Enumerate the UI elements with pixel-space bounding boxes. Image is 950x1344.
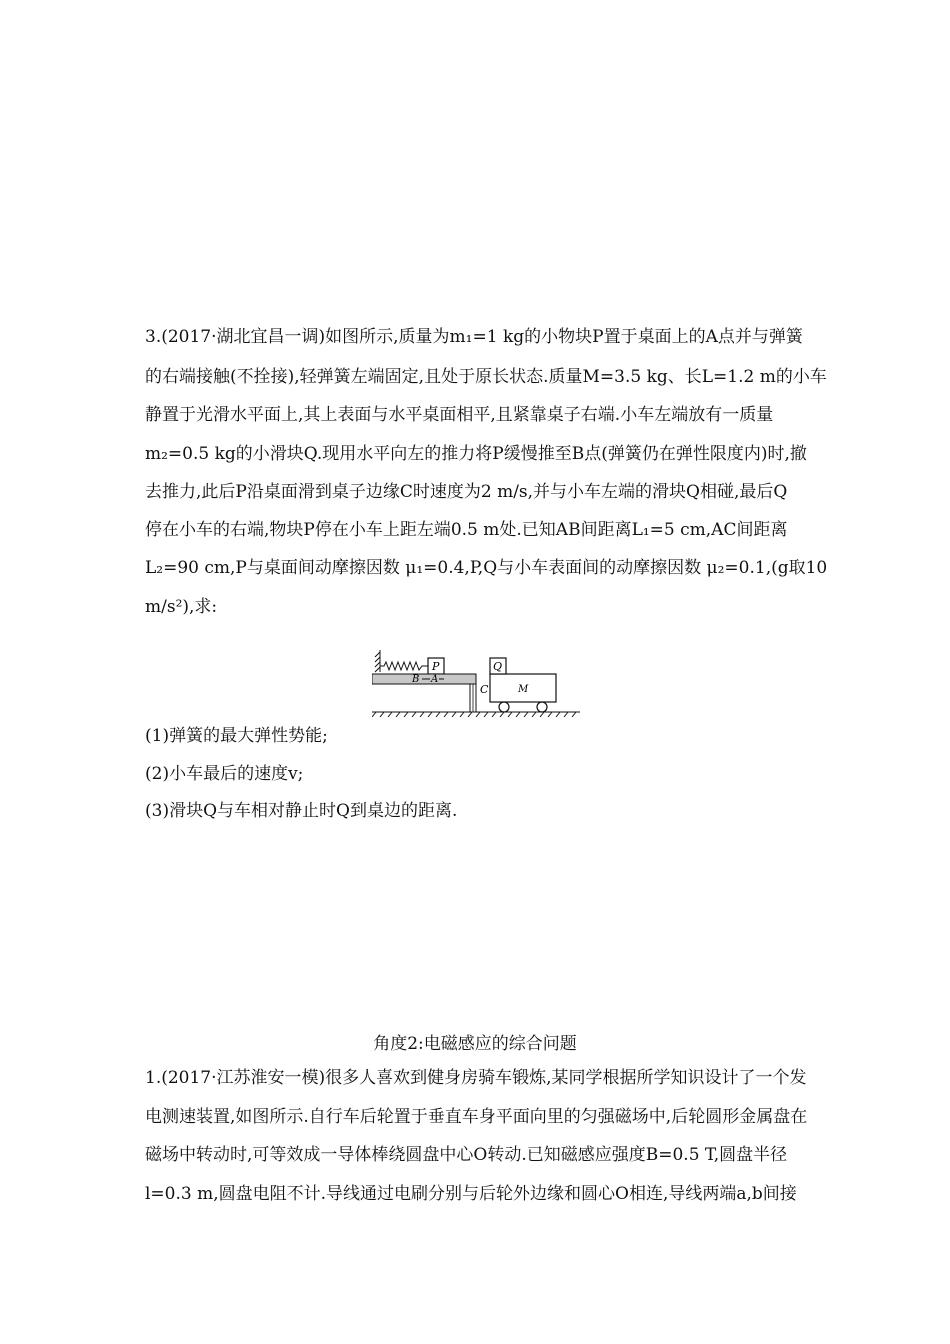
- label-a: A: [431, 674, 439, 685]
- problem3-line-2: 的右端接触(不拴接),轻弹簧左端固定,且处于原长状态.质量M=3.5 kg、长L=1.2 m的小车: [145, 367, 827, 387]
- label-q: Q: [493, 660, 503, 673]
- wall: [375, 650, 380, 672]
- problem3-line-1: 3.(2017·湖北宜昌一调)如图所示,质量为m₁=1 kg的小物块P置于桌面上的A点并与弹簧: [145, 327, 803, 347]
- problem1-line-4: l=0.3 m,圆盘电阻不计.导线通过电刷分别与后轮外边缘和圆心O相连,导线两端a,b间接: [145, 1184, 797, 1204]
- label-b: B: [412, 674, 420, 685]
- ground: [372, 712, 580, 717]
- wheel-right: [537, 702, 547, 712]
- question-2: (2)小车最后的速度v;: [145, 764, 304, 784]
- problem3-line-8: m/s²),求:: [145, 597, 218, 617]
- question-1: (1)弹簧的最大弹性势能;: [145, 726, 328, 746]
- problem3-line-7: L₂=90 cm,P与桌面间动摩擦因数 μ₁=0.4,P,Q与小车表面间的动摩擦因数 μ₂=0.1,(g取10: [145, 558, 828, 578]
- problem3-line-6: 停在小车的右端,物块P停在小车上距左端0.5 m处.已知AB间距离L₁=5 cm,AC间距离: [145, 520, 788, 540]
- problem3-line-5: 去推力,此后P沿桌面滑到桌子边缘C时速度为2 m/s,并与小车左端的滑块Q相碰,最后Q: [145, 482, 788, 502]
- problem3-line-3: 静置于光滑水平面上,其上表面与水平桌面相平,且紧靠桌子右端.小车左端放有一质量: [145, 405, 774, 425]
- label-c: C: [480, 683, 489, 696]
- spring: [380, 662, 428, 670]
- problem1-line-1: 1.(2017·江苏淮安一模)很多人喜欢到健身房骑车锻炼,某同学根据所学知识设计了一个发: [145, 1068, 807, 1088]
- section-title: 角度2:电磁感应的综合问题: [373, 1034, 577, 1054]
- spring-cart-diagram: [372, 648, 580, 720]
- label-m: M: [518, 684, 529, 695]
- problem1-line-2: 电测速装置,如图所示.自行车后轮置于垂直车身平面向里的匀强磁场中,后轮圆形金属盘在: [145, 1107, 808, 1127]
- label-p: P: [432, 660, 440, 673]
- problem1-line-3: 磁场中转动时,可等效成一导体棒绕圆盘中心O转动.已知磁感应强度B=0.5 T,圆盘半径: [145, 1145, 788, 1165]
- problem3-line-4: m₂=0.5 kg的小滑块Q.现用水平向左的推力将P缓慢推至B点(弹簧仍在弹性限度内)时,撤: [145, 444, 807, 464]
- question-3: (3)滑块Q与车相对静止时Q到桌边的距离.: [145, 801, 458, 821]
- wheel-left: [499, 702, 509, 712]
